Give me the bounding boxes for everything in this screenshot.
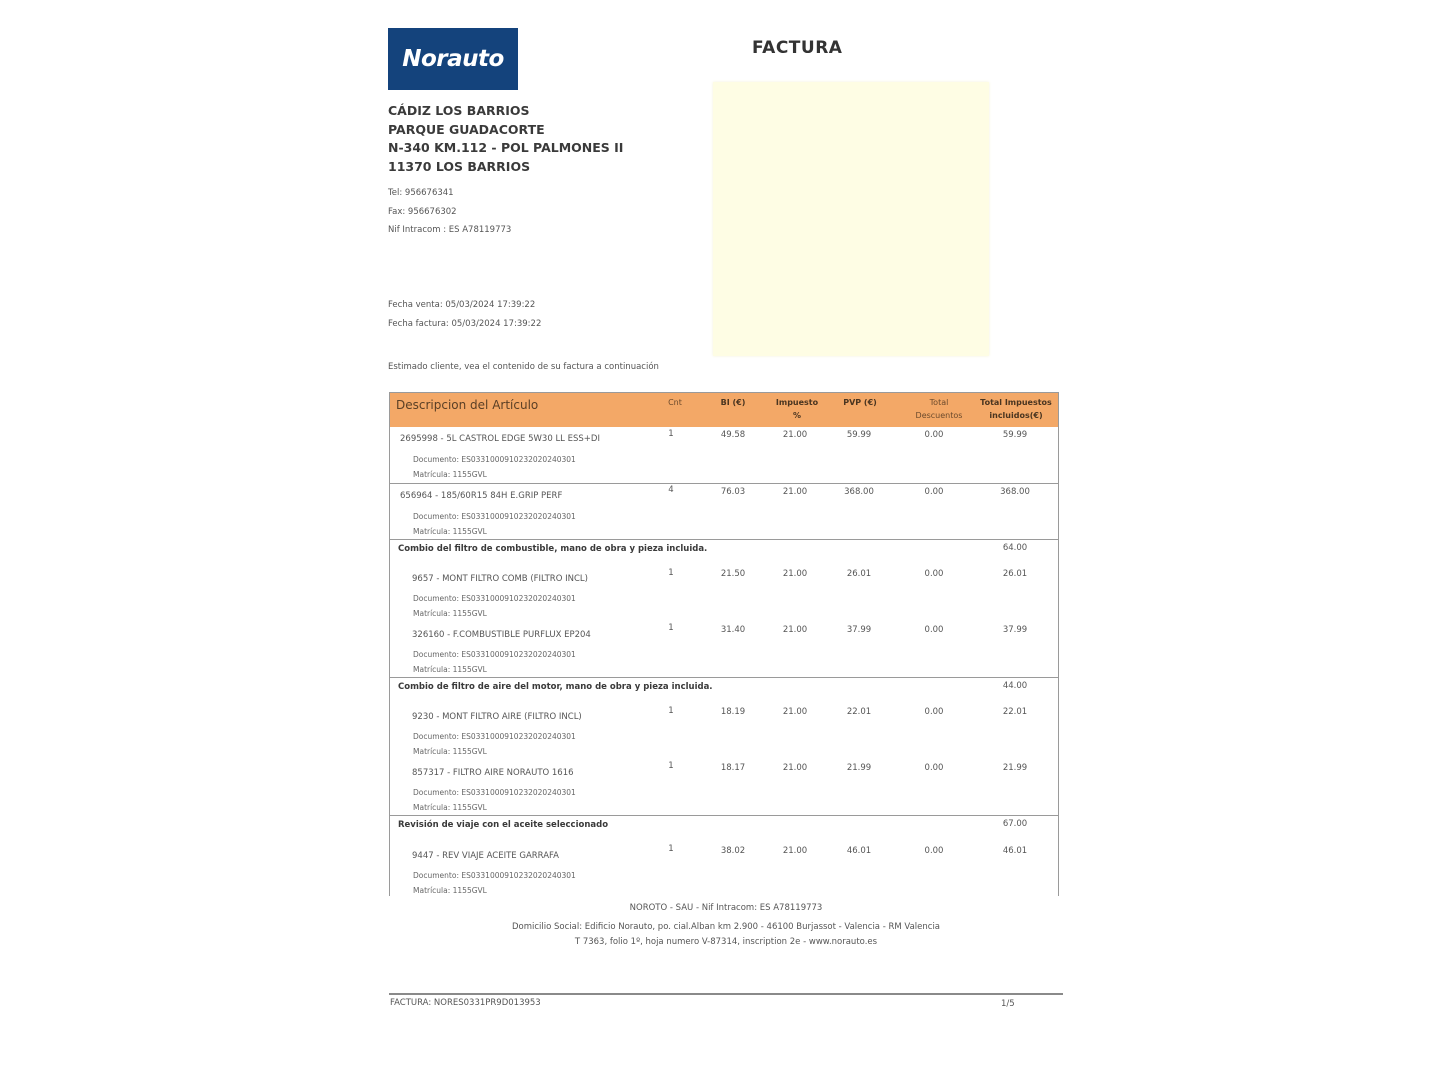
item-description: 9447 - REV VIAJE ACEITE GARRAFA [412, 851, 559, 861]
group-title: Revisión de viaje con el aceite seleccionado [398, 820, 609, 830]
header-description: Descripcion del Artículo [396, 398, 539, 412]
header-total [974, 396, 1058, 422]
item-total: 37.99 [1002, 625, 1028, 635]
tax-id: Nif Intracom : ES A78119773 [388, 225, 512, 235]
store-contact [388, 184, 511, 240]
table-header [390, 393, 1058, 427]
item-description: 9657 - MONT FILTRO COMB (FILTRO INCL) [412, 574, 588, 584]
item-base: 38.02 [720, 846, 746, 856]
document-title: FACTURA [752, 38, 843, 58]
item-tax: 21.00 [782, 763, 808, 773]
item-pvp: 59.99 [846, 430, 872, 440]
item-tax: 21.00 [782, 707, 808, 717]
address-line: PARQUE GUADACORTE [388, 121, 545, 137]
footer-registry: T 7363, folio 1º, hoja numero V-87314, inscription 2e - www.norauto.es [574, 937, 878, 947]
item-plate: Matrícula: 1155GVL [413, 886, 487, 895]
item-description: 656964 - 185/60R15 84H E.GRIP PERF [400, 491, 563, 501]
item-discount: 0.00 [924, 763, 944, 773]
header-base: BI (€) [720, 398, 746, 407]
item-quantity: 1 [668, 429, 674, 439]
item-tax: 21.00 [782, 846, 808, 856]
header-total-line2: incluidos(€) [989, 411, 1043, 420]
item-discount: 0.00 [924, 487, 944, 497]
item-document: Documento: ES0331000910232020240301 [413, 788, 576, 797]
item-pvp: 21.99 [846, 763, 872, 773]
item-description: 326160 - F.COMBUSTIBLE PURFLUX EP204 [412, 630, 591, 640]
header-discounts [904, 396, 974, 422]
invoice-date: Fecha factura: 05/03/2024 17:39:22 [388, 319, 542, 329]
row-divider [390, 815, 1058, 816]
footer-company: NOROTO - SAU - Nif Intracom: ES A78119773 [629, 903, 823, 913]
item-plate: Matrícula: 1155GVL [413, 747, 487, 756]
address-line: N-340 KM.112 - POL PALMONES II [388, 140, 624, 155]
item-tax: 21.00 [782, 569, 808, 579]
fax: Fax: 956676302 [388, 206, 457, 217]
item-quantity: 1 [668, 844, 674, 854]
item-tax: 21.00 [782, 625, 808, 635]
address-line: CÁDIZ LOS BARRIOS [388, 103, 530, 118]
row-divider [390, 677, 1058, 678]
item-discount: 0.00 [924, 569, 944, 579]
row-divider [390, 539, 1058, 540]
item-total: 368.00 [1000, 487, 1030, 497]
item-document: Documento: ES0331000910232020240301 [413, 732, 576, 741]
row-divider [390, 483, 1058, 484]
page-number: 1/5 [1001, 999, 1015, 1009]
item-discount: 0.00 [924, 625, 944, 635]
invoice-items-table [389, 392, 1059, 896]
item-document: Documento: ES0331000910232020240301 [413, 594, 576, 603]
item-quantity: 1 [668, 568, 674, 578]
item-pvp: 368.00 [844, 487, 874, 497]
item-base: 31.40 [720, 625, 746, 635]
item-discount: 0.00 [924, 707, 944, 717]
item-plate: Matrícula: 1155GVL [413, 609, 487, 618]
item-pvp: 37.99 [846, 625, 872, 635]
header-tax-line2: % [792, 411, 801, 420]
item-description: 857317 - FILTRO AIRE NORAUTO 1616 [412, 768, 574, 778]
item-pvp: 22.01 [846, 707, 872, 717]
item-plate: Matrícula: 1155GVL [413, 470, 487, 479]
item-total: 21.99 [1002, 763, 1028, 773]
sale-date: Fecha venta: 05/03/2024 17:39:22 [388, 300, 536, 310]
logo-text: Norauto [402, 46, 504, 72]
phone: Tel: 956676341 [388, 188, 454, 198]
item-base: 49.58 [720, 430, 746, 440]
invoice-dates [388, 296, 541, 334]
item-tax: 21.00 [782, 430, 808, 440]
norauto-logo [388, 28, 518, 90]
item-plate: Matrícula: 1155GVL [413, 527, 487, 536]
header-tax [767, 396, 827, 422]
item-quantity: 1 [668, 706, 674, 716]
footer-address: Domicilio Social: Edificio Norauto, po. cial.Alban km 2.900 - 46100 Burjassot - Valencia - RM Valencia [511, 922, 941, 932]
header-quantity: Cnt [668, 398, 682, 407]
item-total: 26.01 [1002, 569, 1028, 579]
header-disc-line1: Total [929, 398, 949, 407]
item-description: 9230 - MONT FILTRO AIRE (FILTRO INCL) [412, 712, 582, 722]
item-document: Documento: ES0331000910232020240301 [413, 512, 576, 521]
item-document: Documento: ES0331000910232020240301 [413, 871, 576, 880]
header-disc-line2: Descuentos [915, 411, 963, 420]
header-total-line1: Total Impuestos [980, 398, 1052, 407]
item-base: 18.17 [720, 763, 746, 773]
invoice-number: FACTURA: NORES0331PR9D013953 [390, 998, 541, 1008]
header-tax-line1: Impuesto [775, 398, 819, 407]
store-address [388, 102, 623, 176]
item-plate: Matrícula: 1155GVL [413, 803, 487, 812]
item-quantity: 1 [668, 761, 674, 771]
group-amount: 64.00 [1002, 543, 1028, 553]
header-pvp: PVP (€) [843, 398, 877, 407]
footer-divider [389, 993, 1063, 995]
item-document: Documento: ES0331000910232020240301 [413, 455, 576, 464]
item-quantity: 4 [668, 485, 674, 495]
item-pvp: 26.01 [846, 569, 872, 579]
item-discount: 0.00 [924, 846, 944, 856]
item-base: 21.50 [720, 569, 746, 579]
item-base: 76.03 [720, 487, 746, 497]
item-total: 22.01 [1002, 707, 1028, 717]
redaction-sticky-note [713, 82, 989, 356]
item-plate: Matrícula: 1155GVL [413, 665, 487, 674]
greeting-text: Estimado cliente, vea el contenido de su factura a continuación [388, 362, 659, 372]
group-amount: 44.00 [1002, 681, 1028, 691]
item-pvp: 46.01 [846, 846, 872, 856]
item-total: 59.99 [1002, 430, 1028, 440]
item-description: 2695998 - 5L CASTROL EDGE 5W30 LL ESS+DI [400, 434, 600, 444]
item-base: 18.19 [720, 707, 746, 717]
address-line: 11370 LOS BARRIOS [388, 158, 531, 174]
group-title: Combio de filtro de aire del motor, mano de obra y pieza incluida. [398, 682, 713, 692]
group-title: Combio del filtro de combustible, mano de obra y pieza incluida. [398, 544, 708, 554]
item-tax: 21.00 [782, 487, 808, 497]
item-total: 46.01 [1002, 846, 1028, 856]
item-document: Documento: ES0331000910232020240301 [413, 650, 576, 659]
group-amount: 67.00 [1002, 819, 1028, 829]
item-quantity: 1 [668, 623, 674, 633]
item-discount: 0.00 [924, 430, 944, 440]
